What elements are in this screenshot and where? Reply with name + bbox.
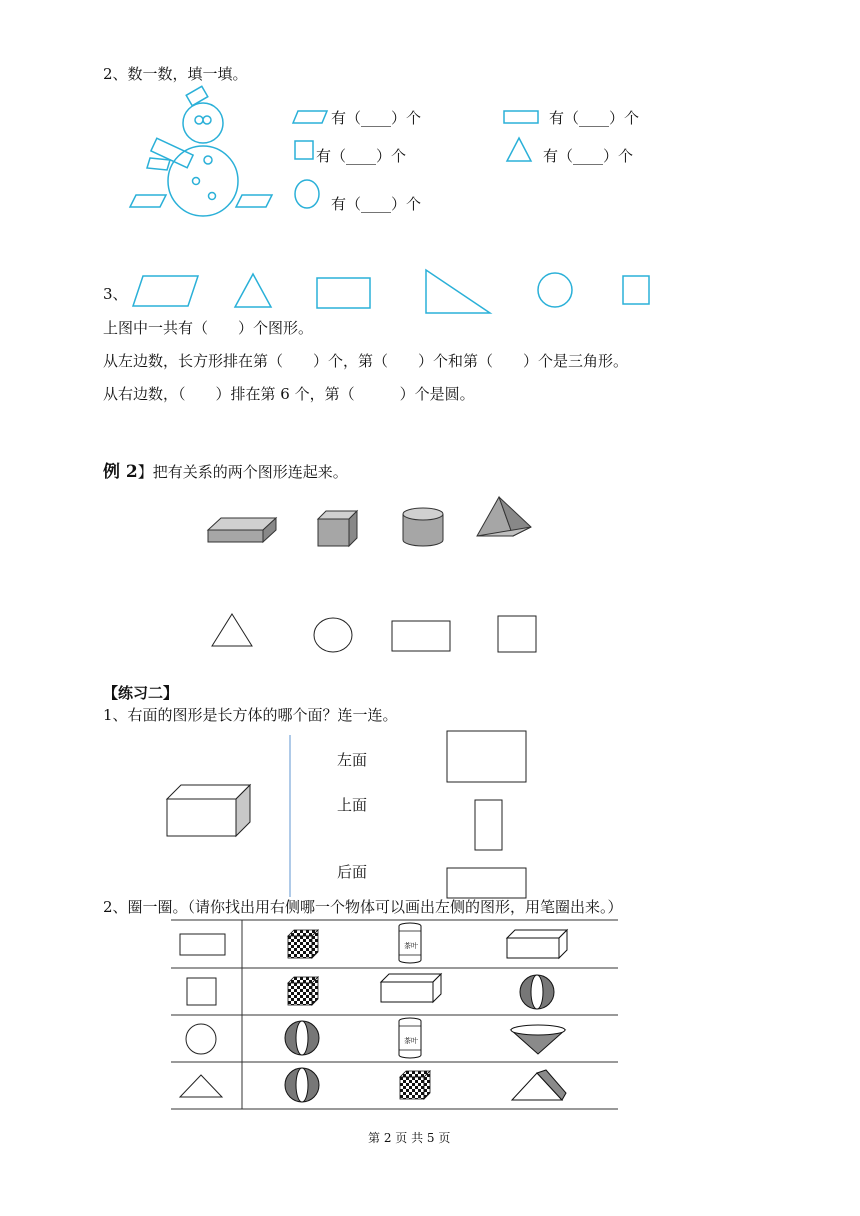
row2-ball-icon	[520, 975, 554, 1009]
row4-ball-icon	[285, 1068, 319, 1102]
row1-rubik-cube-icon	[288, 930, 318, 958]
face-top-label: 上面	[337, 796, 368, 814]
count-circle: 有（____）个	[331, 195, 422, 213]
row2-square-icon	[187, 978, 216, 1005]
face-left-label: 左面	[337, 751, 368, 769]
row3-ball-icon	[285, 1021, 319, 1055]
row4-triangle-icon	[180, 1075, 222, 1097]
practice2-title: 【练习二】	[103, 684, 179, 702]
practice2-q2: 2、圈一圈。（请你找出用右侧哪一个物体可以画出左侧的图形，用笔圈出来。）	[103, 898, 623, 916]
row1-rectangle-icon	[180, 934, 225, 955]
q3-line2: 从左边数，长方形排在第（ ）个，第（ ）个和第（ ）个是三角形。	[103, 352, 629, 370]
row3-circle-icon	[186, 1024, 216, 1054]
example2-label: 例 2	[103, 462, 138, 482]
count-triangle: 有（____）个	[543, 147, 634, 165]
q2-title: 2、数一数，填一填。	[103, 65, 248, 83]
face-back-label: 后面	[337, 863, 368, 881]
practice2-q1: 1、右面的图形是长方体的哪个面？连一连。	[103, 706, 398, 724]
row2-box-icon	[381, 974, 441, 1002]
row3-tea-label: 茶叶	[404, 1037, 418, 1045]
q3-line3: 从右边数，（ ）排在第 6 个，第（ ）个是圆。	[103, 385, 475, 403]
row1-tea-label: 茶叶	[404, 942, 418, 950]
example2-text: 】把有关系的两个图形连起来。	[137, 463, 348, 481]
count-rectangle: 有（____）个	[549, 109, 640, 127]
q3-label: 3、	[103, 285, 128, 303]
count-square: 有（____）个	[316, 147, 407, 165]
count-parallelogram: 有（____）个	[331, 109, 422, 127]
row1-box-icon	[507, 930, 567, 958]
page-footer: 第 2 页 共 5 页	[368, 1131, 451, 1145]
row2-rubik-cube-icon	[288, 977, 318, 1005]
row4-rubik-cube-icon	[400, 1071, 430, 1099]
row4-prism-icon	[512, 1070, 566, 1100]
q3-line1: 上图中一共有（ ）个图形。	[103, 319, 314, 337]
row3-cone-icon	[511, 1025, 565, 1054]
